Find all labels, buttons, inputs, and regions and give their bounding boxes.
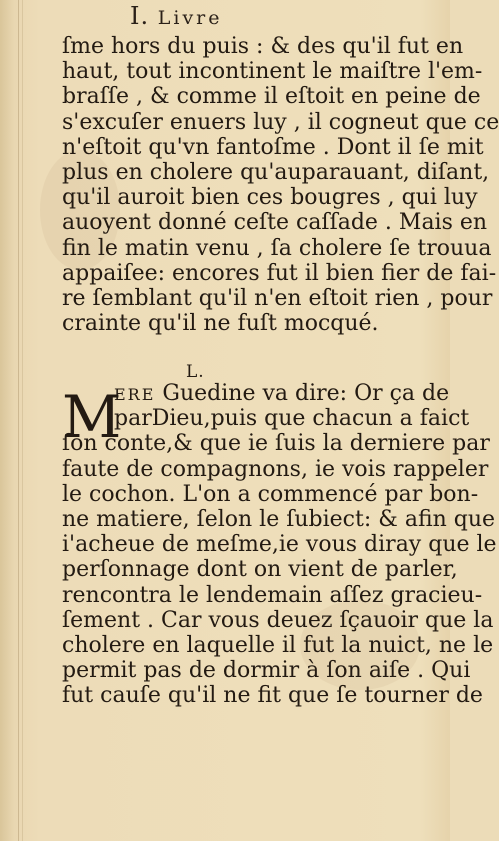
text-line: plus en cholere qu'auparauant, diſant, — [62, 159, 490, 185]
text-line: appaiſee: encores fut il bien fier de fai- — [62, 260, 497, 286]
running-head — [130, 2, 330, 30]
section-number: L. — [186, 362, 205, 382]
text-line: auoyent donné ceſte caſſade . Mais en — [62, 210, 488, 236]
text-line: rencontra le lendemain aſſez gracieu- — [62, 582, 483, 608]
first-word-caps: ERE — [114, 385, 156, 404]
text-line: fut cauſe qu'il ne fit que ſe tourner de — [62, 683, 483, 709]
running-head-number: I. — [130, 2, 150, 30]
text-line: s'excuſer enuers luy , il cogneut que ce — [62, 109, 499, 135]
text-line: ſme hors du puis : & des qu'il fut en — [62, 34, 464, 59]
text-line: n'eſtoit qu'vn fantoſme . Dont il ſe mit — [62, 134, 484, 160]
text-line: qu'il auroit bien ces bougres , qui luy — [62, 185, 478, 211]
text-line: i'acheue de meſme,ie vous diray que le — [62, 532, 497, 558]
text-line: ne matiere, ſelon le ſubiect: & afin que — [62, 506, 496, 532]
text-line: crainte qu'il ne fuſt mocqué. — [62, 311, 379, 337]
text-line: faute de compagnons, ie vois rappeler — [62, 456, 489, 482]
first-line-rest: Guedine va dire: Or ça de — [162, 381, 450, 406]
gutter-line — [18, 0, 19, 841]
text-line: le cochon. L'on a commencé par bon- — [62, 481, 479, 507]
text-line: ſon conte,& que ie ſuis la derniere par — [62, 431, 490, 457]
text-line: ſement . Car vous deuez ſçauoir que la — [62, 607, 494, 633]
gutter-line — [22, 0, 23, 841]
text-line: parDieu,puis que chacun a faict — [114, 406, 470, 432]
bottom-paragraph — [62, 381, 497, 709]
text-line: permit pas de dormir à ſon aiſe . Qui — [62, 658, 471, 684]
text-line: haut, tout incontinent le maiſtre l'em- — [62, 59, 483, 85]
text-line: braſſe , & comme il eſtoit en peine de — [62, 84, 481, 110]
text-line: re ſemblant qu'il n'en eſtoit rien , pour — [62, 285, 493, 311]
text-line: fin le matin venu , ſa cholere ſe trouua — [62, 235, 492, 261]
text-line: perſonnage dont on vient de parler, — [62, 557, 458, 583]
text-line-first — [62, 381, 450, 406]
text-line: cholere en laquelle il fut la nuict, ne le — [62, 632, 494, 658]
drop-cap: M — [62, 383, 122, 451]
running-head-title: Livre — [157, 7, 223, 29]
top-paragraph — [62, 34, 499, 337]
